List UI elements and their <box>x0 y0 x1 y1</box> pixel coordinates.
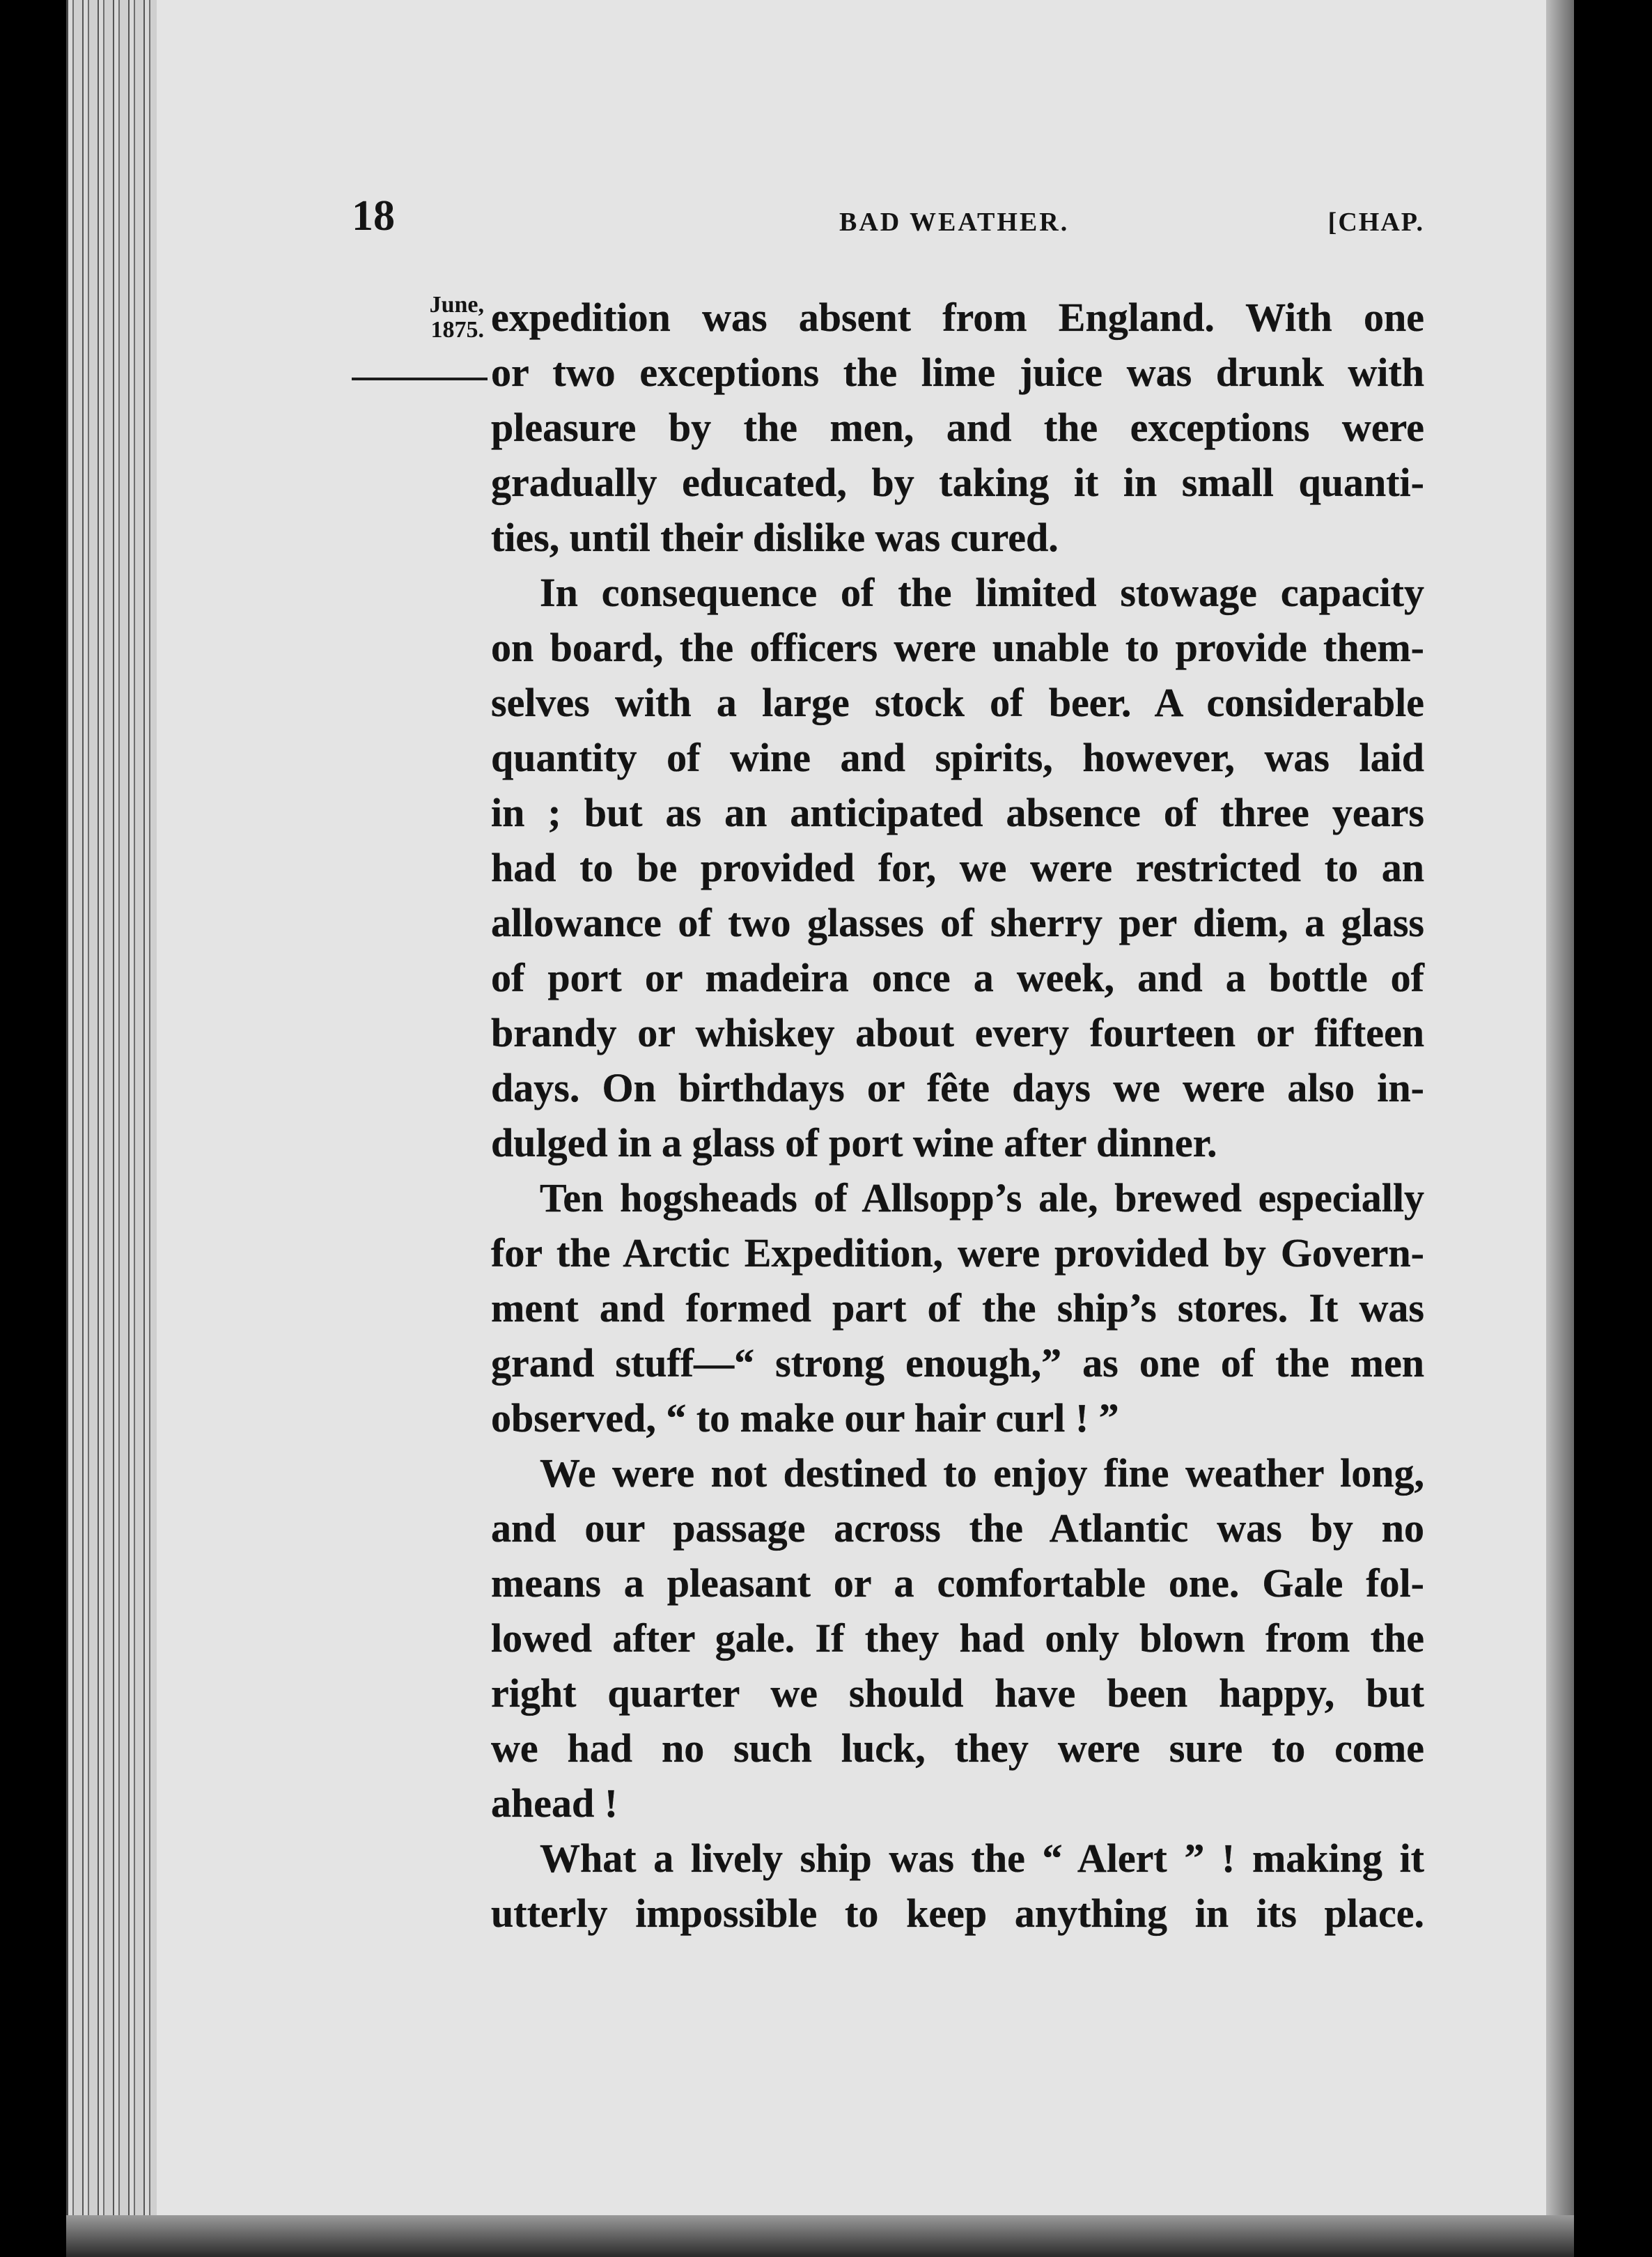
text-line: days. On birthdays or fête days we were also in- <box>491 1065 1424 1110</box>
text-line: We were not destined to enjoy fine weather long, <box>540 1450 1424 1496</box>
page-header <box>352 192 1424 254</box>
text-line: dulged in a glass of port wine after dinner. <box>491 1120 1217 1165</box>
margin-date-note <box>352 293 484 343</box>
text-line: gradually educated, by taking it in small quanti- <box>491 460 1424 505</box>
book-page-edges <box>66 0 159 2257</box>
text-line: ment and formed part of the ship’s stores. It was <box>491 1285 1424 1331</box>
text-line: had to be provided for, we were restricted to an <box>491 845 1424 890</box>
text-line: utterly impossible to keep anything in its place. <box>491 1891 1424 1936</box>
text-line: and our passage across the Atlantic was by no <box>491 1505 1424 1551</box>
text-line: lowed after gale. If they had only blown from the <box>491 1615 1424 1661</box>
text-line: ties, until their dislike was cured. <box>491 515 1059 560</box>
text-line: in ; but as an anticipated absence of three years <box>491 790 1424 835</box>
page-number: 18 <box>352 192 395 240</box>
text-line: brandy or whiskey about every fourteen or fifteen <box>491 1010 1424 1055</box>
text-line: selves with a large stock of beer. A considerable <box>491 680 1424 725</box>
text-line: grand stuff—“ strong enough,” as one of the men <box>491 1340 1424 1386</box>
text-line: of port or madeira once a week, and a bottle of <box>491 955 1424 1000</box>
text-line: ahead ! <box>491 1781 618 1826</box>
text-line: means a pleasant or a comfortable one. Gale fol- <box>491 1560 1424 1606</box>
chapter-mark: [CHAP. <box>1327 208 1424 237</box>
text-line: What a lively ship was the “ Alert ” ! making it <box>540 1836 1424 1881</box>
text-line: quantity of wine and spirits, however, was laid <box>491 735 1424 780</box>
text-line: for the Arctic Expedition, were provided by Govern- <box>491 1230 1424 1275</box>
paragraph-4 <box>491 1445 1424 1831</box>
paragraph-2 <box>491 565 1424 1170</box>
book-bottom-edge <box>66 2215 1574 2257</box>
text-line: pleasure by the men, and the exceptions were <box>491 405 1424 450</box>
paragraph-1 <box>491 290 1424 565</box>
margin-year: 1875. <box>430 317 484 343</box>
text-line: expedition was absent from England. With one <box>491 295 1424 340</box>
text-line: on board, the officers were unable to provide them- <box>491 625 1424 670</box>
text-line: allowance of two glasses of sherry per diem, a glass <box>491 900 1424 945</box>
paragraph-3 <box>491 1170 1424 1445</box>
margin-month: June, <box>429 292 484 318</box>
text-line: Ten hogsheads of Allsopp’s ale, brewed especially <box>540 1175 1424 1220</box>
text-line: we had no such luck, they were sure to come <box>491 1725 1424 1771</box>
running-title: BAD WEATHER. <box>839 208 1070 237</box>
book-spine-shadow <box>1546 0 1574 2257</box>
text-line: or two exceptions the lime juice was drunk with <box>491 350 1424 395</box>
text-line: observed, “ to make our hair curl ! ” <box>491 1395 1119 1441</box>
paragraph-5 <box>491 1831 1424 1941</box>
body-text <box>491 290 1424 1941</box>
margin-rule <box>352 378 488 380</box>
text-line: In consequence of the limited stowage capacity <box>540 570 1424 615</box>
text-line: right quarter we should have been happy, but <box>491 1670 1424 1716</box>
